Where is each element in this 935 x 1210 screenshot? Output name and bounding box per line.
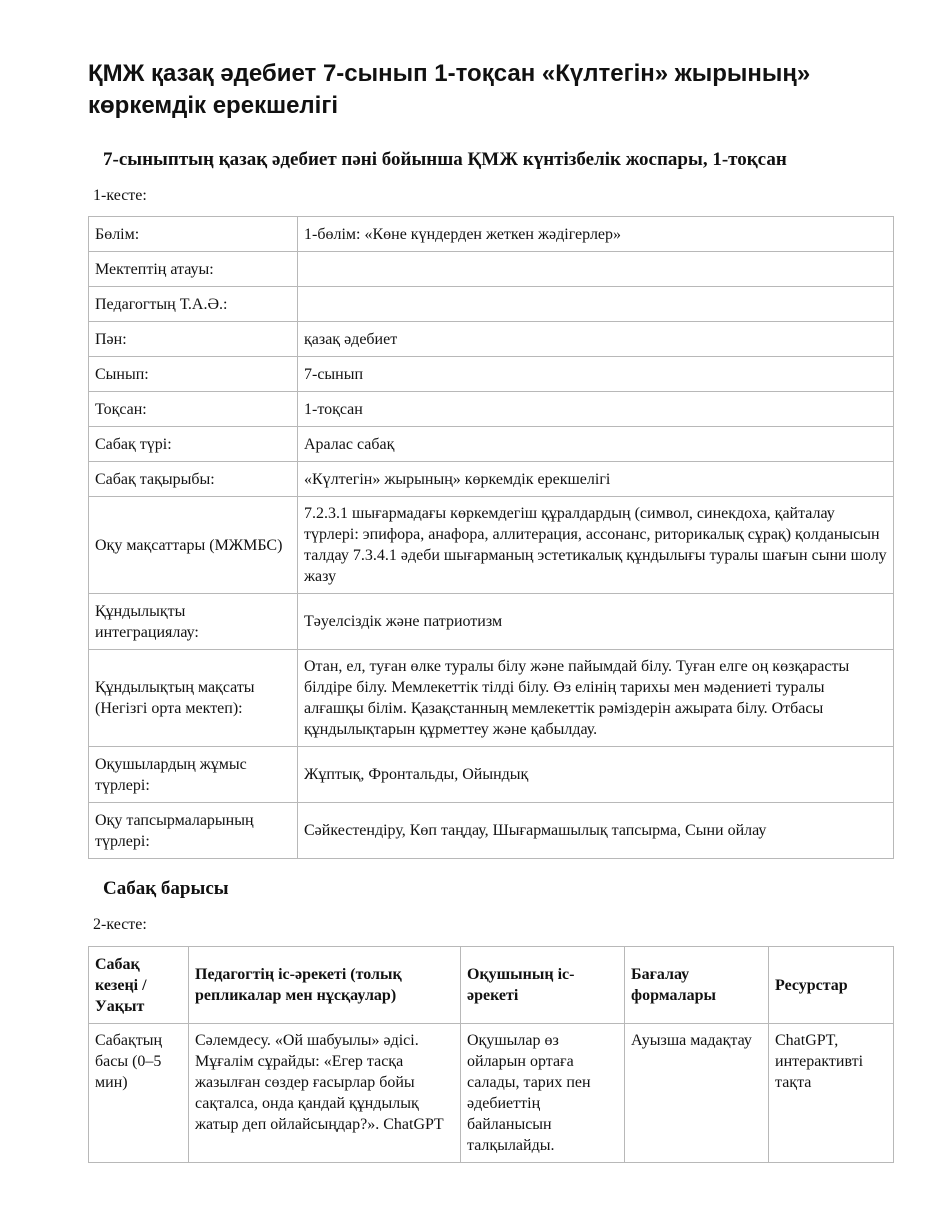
cell-student-activity: Оқушылар өз ойларын ортаға салады, тарих пен әдебиеттің байланысын талқылайды. <box>461 1024 625 1163</box>
row-label: Сабақ тақырыбы: <box>89 462 298 497</box>
table1-caption: 1-кесте: <box>93 187 147 204</box>
row-label: Оқушылардың жұмыс түрлері: <box>89 747 298 803</box>
row-label: Оқу мақсаттары (МЖМБС) <box>89 497 298 594</box>
table-row <box>89 427 894 462</box>
row-value: 1-бөлім: «Көне күндерден жеткен жәдігерлер» <box>298 217 894 252</box>
column-header-teacher-activity: Педагогтің іс-әрекеті (толық репликалар мен нұсқаулар) <box>189 947 461 1024</box>
row-label: Бөлім: <box>89 217 298 252</box>
row-label: Құндылықты интеграциялау: <box>89 594 298 650</box>
table2-caption: 2-кесте: <box>93 916 147 933</box>
row-value <box>298 287 894 322</box>
column-header-resources: Ресурстар <box>769 947 894 1024</box>
table-row <box>89 594 894 650</box>
row-label: Мектептің атауы: <box>89 252 298 287</box>
table-row <box>89 217 894 252</box>
cell-assessment: Ауызша мадақтау <box>625 1024 769 1163</box>
cell-teacher-activity: Сәлемдесу. «Ой шабуылы» әдісі. Мұғалім сұрайды: «Егер тасқа жазылған сөздер ғасырлар бойы сақталса, онда қандай құндылық жатыр деп ойлайсыңдар?». ChatGPT <box>189 1024 461 1163</box>
table-row <box>89 497 894 594</box>
table-row <box>89 392 894 427</box>
row-value: Аралас сабақ <box>298 427 894 462</box>
table-row <box>89 322 894 357</box>
cell-resources: ChatGPT, интерактивті тақта <box>769 1024 894 1163</box>
table-row <box>89 1024 894 1163</box>
table-row <box>89 252 894 287</box>
row-value: 7-сынып <box>298 357 894 392</box>
table-row <box>89 650 894 747</box>
row-label: Сабақ түрі: <box>89 427 298 462</box>
lesson-info-table <box>88 216 894 859</box>
lesson-progress-table <box>88 946 894 1163</box>
row-value: «Күлтегін» жырының» көркемдік ерекшелігі <box>298 462 894 497</box>
row-label: Оқу тапсырмаларының түрлері: <box>89 803 298 859</box>
table-row <box>89 747 894 803</box>
row-value: Жұптық, Фронтальды, Ойындық <box>298 747 894 803</box>
table-row <box>89 357 894 392</box>
plan-heading: 7-сыныптың қазақ әдебиет пәні бойынша ҚМЖ күнтізбелік жоспары, 1-тоқсан <box>103 149 787 170</box>
row-value: Сәйкестендіру, Көп таңдау, Шығармашылық тапсырма, Сыни ойлау <box>298 803 894 859</box>
table-header-row <box>89 947 894 1024</box>
row-value: 1-тоқсан <box>298 392 894 427</box>
row-value: 7.2.3.1 шығармадағы көркемдегіш құралдардың (символ, синекдоха, қайталау түрлері: эпифора, анафора, аллитерация, ассонанс, риторикалық сұрақ) қолданысын талдау 7.3.4.1 әдеби шығарманың эстетикалық құндылығы туралы шағын сыни шолу жазу <box>298 497 894 594</box>
cell-stage: Сабақтың басы (0–5 мин) <box>89 1024 189 1163</box>
lesson-progress-heading: Сабақ барысы <box>103 878 229 899</box>
row-value <box>298 252 894 287</box>
document-title: ҚМЖ қазақ әдебиет 7-сынып 1-тоқсан «Күлтегін» жырының» көркемдік ерекшелігі <box>88 60 811 119</box>
column-header-student-activity: Оқушының іс-әрекеті <box>461 947 625 1024</box>
column-header-assessment: Бағалау формалары <box>625 947 769 1024</box>
row-label: Тоқсан: <box>89 392 298 427</box>
table-row <box>89 803 894 859</box>
table-row <box>89 462 894 497</box>
row-label: Пән: <box>89 322 298 357</box>
column-header-stage: Сабақ кезеңі / Уақыт <box>89 947 189 1024</box>
row-value: Отан, ел, туған өлке туралы білу және пайымдай білу. Туған елге оң көзқарасты білдіре білу. Мемлекеттік тілді білу. Өз елінің тарихы мен мәдениеті туралы алғашқы білім. Қазақстанның мемлекеттік рәміздерін ажырата білу. Отбасы құндылықтарын құрметтеу және қабылдау. <box>298 650 894 747</box>
row-label: Педагогтың Т.А.Ә.: <box>89 287 298 322</box>
row-label: Сынып: <box>89 357 298 392</box>
table-row <box>89 287 894 322</box>
row-label: Құндылықтың мақсаты (Негізгі орта мектеп): <box>89 650 298 747</box>
row-value: Тәуелсіздік және патриотизм <box>298 594 894 650</box>
row-value: қазақ әдебиет <box>298 322 894 357</box>
